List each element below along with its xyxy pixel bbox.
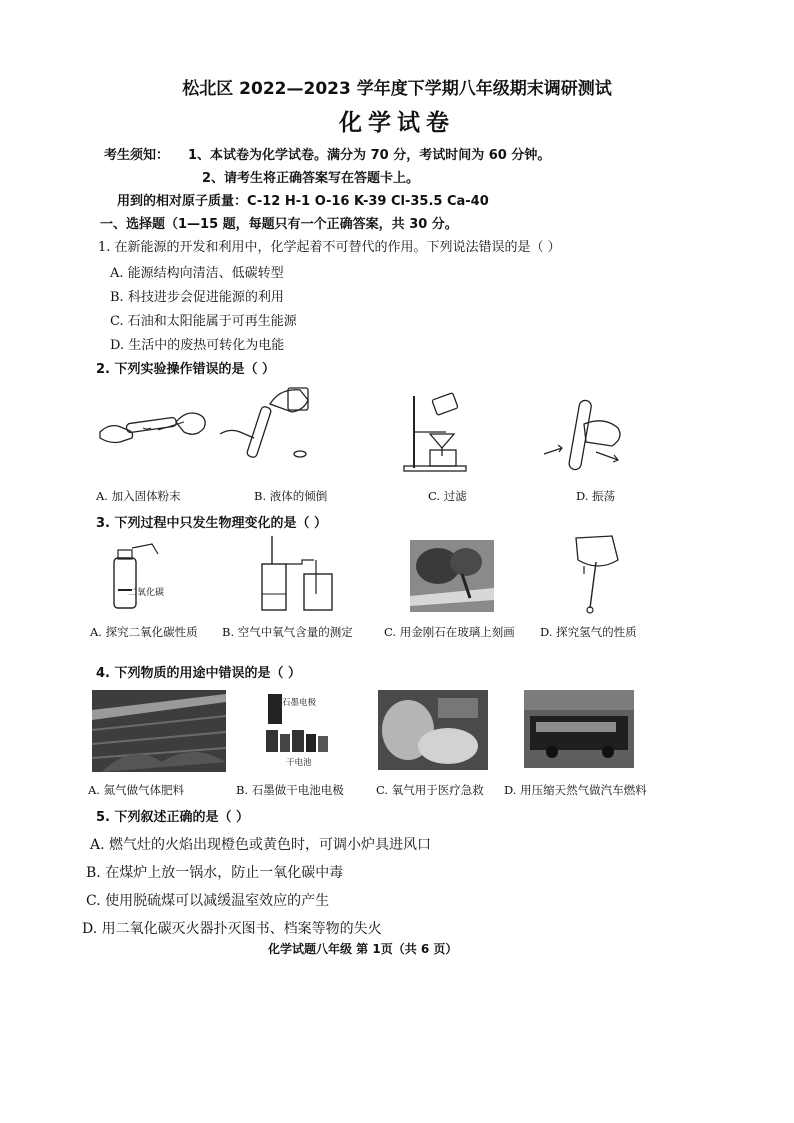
q3-caption-a: A. 探究二氧化碳性质: [90, 625, 198, 639]
notice-line-1: 1、本试卷为化学试卷。满分为 70 分，考试时间为 60 分钟。: [188, 148, 551, 163]
q4-caption-d: D. 用压缩天然气做汽车燃料: [504, 783, 647, 797]
q2-caption-a: A. 加入固体粉末: [96, 489, 181, 503]
q5-option-b: B. 在煤炉上放一锅水，防止一氧化碳中毒: [86, 865, 344, 881]
page-footer: 化学试题八年级 第 1页（共 6 页）: [268, 942, 458, 956]
q1-option-d: D. 生活中的废热可转化为电能: [110, 338, 285, 353]
q2-image-b: [218, 384, 318, 464]
q4-caption-b: B. 石墨做干电池电极: [236, 783, 344, 797]
notice-label: 考生须知：: [104, 148, 170, 163]
q4-image-a: [92, 690, 226, 772]
q4-image-d: [524, 690, 634, 768]
q2-caption-b: B. 液体的倾倒: [254, 489, 328, 503]
q4-image-c: [378, 690, 488, 770]
q3-caption-b: B. 空气中氧气含量的测定: [222, 625, 353, 639]
q4-battery-label-top: 石墨电极: [282, 698, 317, 708]
q1-stem: 1. 在新能源的开发和利用中，化学起着不可替代的作用。下列说法错误的是（ ）: [98, 240, 561, 255]
q2-caption-c: C. 过滤: [428, 489, 467, 503]
q1-option-b: B. 科技进步会促进能源的利用: [110, 290, 284, 305]
q2-caption-d: D. 振荡: [576, 489, 616, 503]
q4-caption-c: C. 氧气用于医疗急救: [376, 783, 484, 797]
q3-image-a: [104, 540, 174, 612]
q2-stem: 2. 下列实验操作错误的是（ ）: [96, 362, 276, 377]
q3-bottle-label: 二氧化碳: [128, 588, 165, 598]
q1-option-a: A. 能源结构向清洁、低碳转型: [110, 266, 284, 281]
q2-image-d: [540, 396, 630, 476]
q3-stem: 3. 下列过程中只发生物理变化的是（ ）: [96, 516, 328, 531]
q2-image-c: [400, 390, 470, 472]
q5-option-d: D. 用二氧化碳灭火器扑灭图书、档案等物的失火: [82, 921, 382, 937]
exam-title: 松北区 2022—2023 学年度下学期八年级期末调研测试: [182, 79, 612, 99]
q4-battery-label-bottom: 干电池: [286, 758, 312, 768]
q1-option-c: C. 石油和太阳能属于可再生能源: [110, 314, 297, 329]
q4-stem: 4. 下列物质的用途中错误的是（ ）: [96, 666, 302, 681]
q3-caption-d: D. 探究氢气的性质: [540, 625, 637, 639]
q5-option-c: C. 使用脱硫煤可以减缓温室效应的产生: [86, 893, 330, 909]
q5-option-a: A. 燃气灶的火焰出现橙色或黄色时，可调小炉具进风口: [90, 837, 432, 853]
q3-image-b: [256, 534, 336, 614]
q3-caption-c: C. 用金刚石在玻璃上刻画: [384, 625, 515, 639]
q3-image-c: [410, 540, 494, 612]
q5-stem: 5. 下列叙述正确的是（ ）: [96, 810, 250, 825]
q2-image-a: [98, 400, 213, 450]
atomic-masses: 用到的相对原子质量：C-12 H-1 O-16 K-39 Cl-35.5 Ca-40: [117, 194, 489, 209]
exam-subtitle: 化学试卷: [339, 110, 455, 136]
q3-image-d: [556, 532, 626, 616]
section-heading: 一、选择题（1—15 题，每题只有一个正确答案，共 30 分。: [100, 217, 458, 232]
notice-line-2: 2、请考生将正确答案写在答题卡上。: [202, 171, 420, 186]
q4-caption-a: A. 氮气做气体肥料: [88, 783, 185, 797]
